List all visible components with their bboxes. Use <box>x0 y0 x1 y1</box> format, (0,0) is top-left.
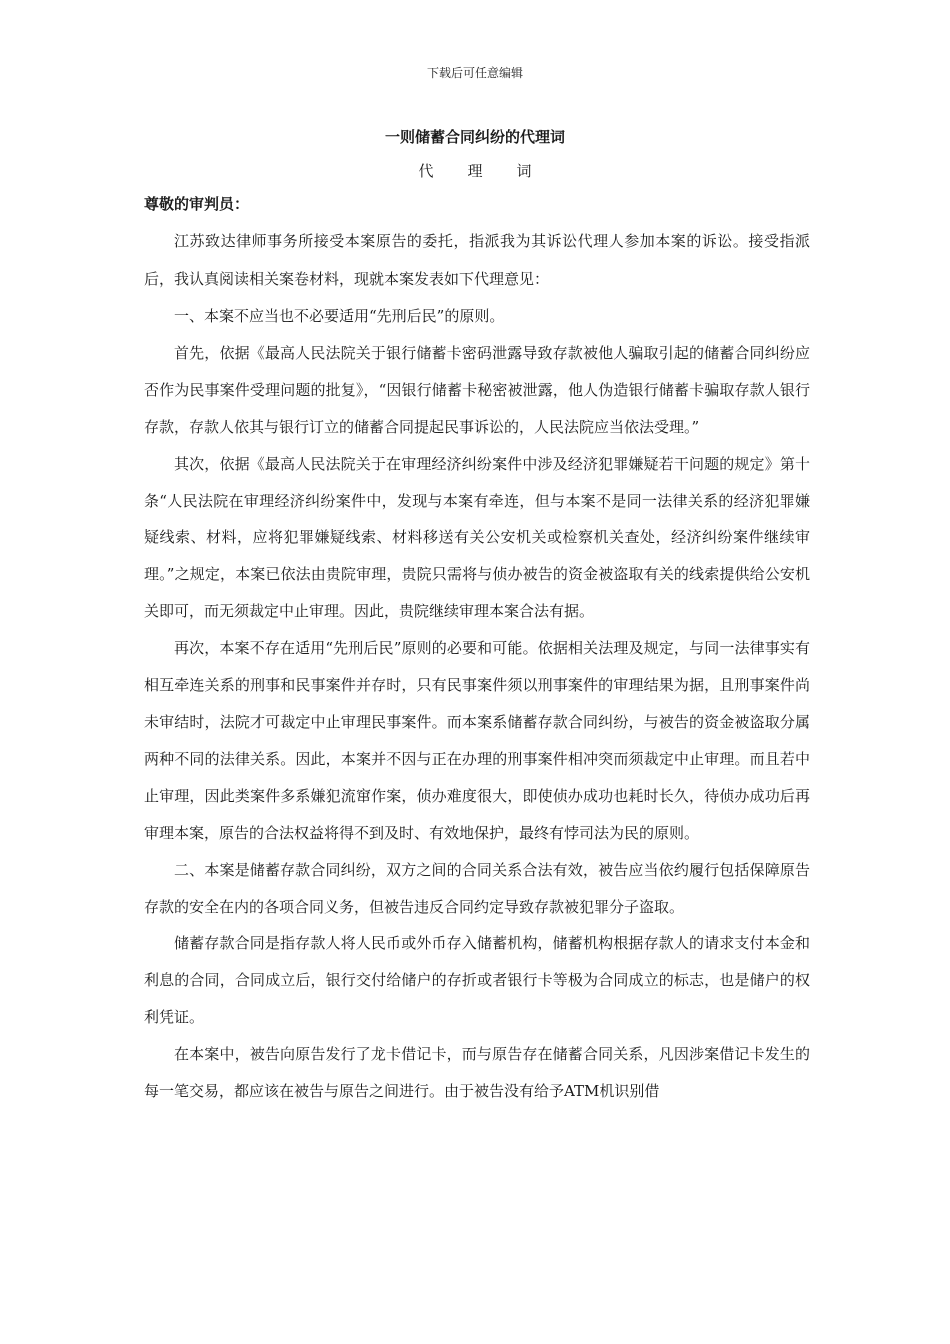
paragraph: 再次，本案不存在适用“先刑后民”原则的必要和可能。依据相关法理及规定，与同一法律事实有相互牵连关系的刑事和民事案件并存时，只有民事案件须以刑事案件的审理结果为据，且刑事案件尚未审结时，法院才可裁定中止审理民事案件。而本案系储蓄存款合同纠纷，与被告的资金被盗取分属两种不同的法律关系。因此，本案并不因与正在办理的刑事案件相冲突而须裁定中止审理。而且若中止审理，因此类案件多系嫌犯流窜作案，侦办难度很大，即使侦办成功也耗时长久，待侦办成功后再审理本案，原告的合法权益将得不到及时、有效地保护，最终有悖司法为民的原则。 <box>144 639 810 842</box>
paragraph: 在本案中，被告向原告发行了龙卡借记卡，而与原告存在储蓄合同关系，凡因涉案借记卡发生的每一笔交易，都应该在被告与原告之间进行。由于被告没有给予ATM机识别借 <box>144 1045 810 1101</box>
paragraph: 一、本案不应当也不必要适用“先刑后民”的原则。 <box>174 307 505 325</box>
salutation: 尊敬的审判员： <box>144 195 250 213</box>
body-text <box>144 223 810 1110</box>
paragraph: 其次，依据《最高人民法院关于在审理经济纠纷案件中涉及经济犯罪嫌疑若干问题的规定》第十条“人民法院在审理经济纠纷案件中，发现与本案有牵连，但与本案不是同一法律关系的经济犯罪嫌疑线索、材料，应将犯罪嫌疑线索、材料移送有关公安机关或检察机关查处，经济纠纷案件继续审理。”之规定，本案已依法由贵院审理，贵院只需将与侦办被告的资金被盗取有关的线索提供给公安机关即可，而无须裁定中止审理。因此，贵院继续审理本案合法有据。 <box>144 454 810 621</box>
header-note: 下载后可任意编辑 <box>426 66 523 80</box>
document-subtitle: 代理词 <box>418 162 566 180</box>
document-title: 一则储蓄合同纠纷的代理词 <box>384 128 565 146</box>
paragraph: 储蓄存款合同是指存款人将人民币或外币存入储蓄机构，储蓄机构根据存款人的请求支付本金和利息的合同，合同成立后，银行交付给储户的存折或者银行卡等极为合同成立的标志，也是储户的权利凭证。 <box>144 934 810 1027</box>
paragraph: 二、本案是储蓄存款合同纠纷，双方之间的合同关系合法有效，被告应当依约履行包括保障原告存款的安全在内的各项合同义务，但被告违反合同约定导致存款被犯罪分子盗取。 <box>144 860 810 916</box>
paragraph: 首先，依据《最高人民法院关于银行储蓄卡密码泄露导致存款被他人骗取引起的储蓄合同纠纷应否作为民事案件受理问题的批复》，“因银行储蓄卡秘密被泄露，他人伪造银行储蓄卡骗取存款人银行存款，存款人依其与银行订立的储蓄合同提起民事诉讼的，人民法院应当依法受理。” <box>144 343 810 436</box>
paragraph: 江苏致达律师事务所接受本案原告的委托，指派我为其诉讼代理人参加本案的诉讼。接受指派后，我认真阅读相关案卷材料，现就本案发表如下代理意见： <box>144 232 810 288</box>
